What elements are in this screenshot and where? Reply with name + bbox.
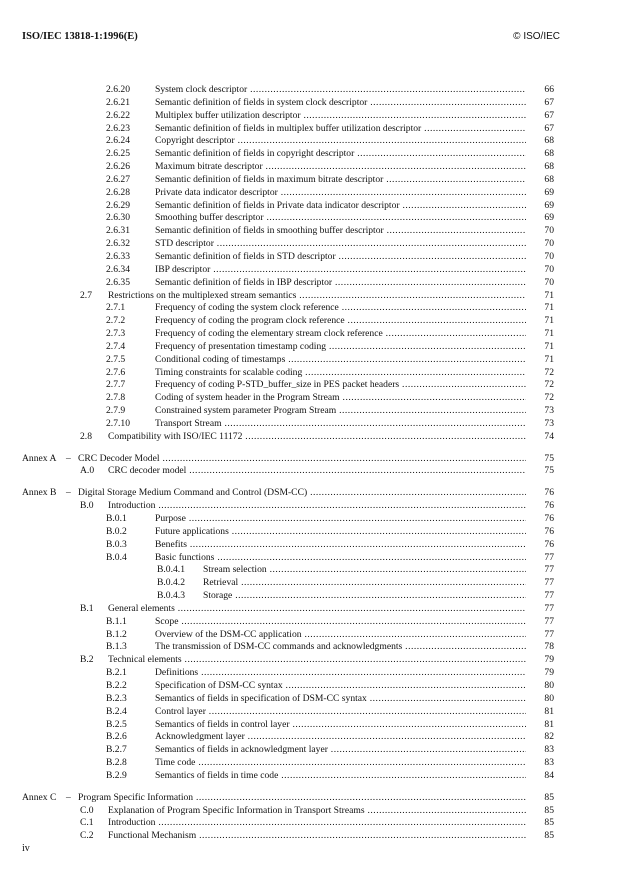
toc-entry-number: 2.6.33	[106, 250, 130, 262]
toc-entry-number: C.2	[80, 830, 94, 842]
toc-entry-page: 76	[544, 513, 554, 524]
toc-entry[interactable]	[0, 616, 622, 629]
toc-entry-page: 72	[544, 379, 554, 391]
toc-entry[interactable]	[0, 174, 622, 187]
toc-entry[interactable]	[0, 123, 622, 136]
toc-entry-page: 80	[544, 692, 554, 704]
toc-entry-title: CRC Decoder Model .....	[78, 453, 526, 466]
toc-entry-page: 70	[544, 225, 554, 237]
toc-entry[interactable]	[0, 251, 622, 264]
toc-entry-number: 2.7.2	[106, 315, 126, 327]
toc-entry-title: Semantic definition of fields in system clock descriptor .....	[155, 97, 526, 110]
toc-entry[interactable]	[0, 367, 622, 380]
toc-entry-page: 82	[544, 731, 554, 743]
toc-entry[interactable]	[0, 277, 622, 290]
toc-entry-title: Retrieval .....	[203, 577, 526, 590]
toc-entry-page: 72	[544, 366, 554, 378]
toc-entry[interactable]	[0, 453, 622, 466]
toc-entry-number: 2.6.21	[106, 96, 130, 108]
toc-entry-title: STD descriptor .....	[155, 238, 526, 251]
toc-entry-page: 84	[544, 769, 554, 781]
toc-entry-number: B.0	[80, 500, 94, 512]
toc-entry-number: 2.6.30	[106, 212, 130, 224]
toc-entry-title: Frequency of coding the system clock reference .....	[155, 302, 526, 315]
toc-entry-number: B.1	[80, 602, 94, 614]
annex-dash: –	[66, 452, 71, 464]
toc-entry[interactable]	[0, 539, 622, 552]
toc-entry[interactable]	[0, 564, 622, 577]
toc-entry-number: 2.6.27	[106, 173, 130, 185]
toc-entry[interactable]	[0, 792, 622, 805]
toc-entry-page: 73	[544, 405, 554, 417]
toc-entry-page: 71	[544, 353, 554, 365]
toc-entry-number: 2.7.6	[106, 366, 126, 378]
toc-entry-number: B.0.4.2	[157, 577, 185, 589]
toc-entry-number: 2.7.7	[106, 379, 126, 391]
toc-entry-page: 77	[544, 551, 554, 563]
toc-entry-title: Frequency of coding the elementary stream clock reference .....	[155, 328, 526, 341]
toc-entry[interactable]	[0, 302, 622, 315]
toc-entry-title: Transport Stream .....	[155, 418, 526, 431]
document-id-header: ISO/IEC 13818-1:1996(E)	[22, 31, 138, 42]
toc-entry-number: 2.7.1	[106, 302, 126, 314]
toc-entry-number: 2.6.25	[106, 148, 130, 160]
toc-entry[interactable]	[0, 392, 622, 405]
toc-entry-page: 70	[544, 250, 554, 262]
toc-entry[interactable]	[0, 805, 622, 818]
toc-entry-title: Semantic definition of fields in maximum bitrate descriptor .....	[155, 174, 526, 187]
toc-entry-page: 77	[544, 628, 554, 640]
toc-entry-title: Semantic definition of fields in smoothing buffer descriptor .....	[155, 225, 526, 238]
toc-entry-title: Purpose .....	[155, 513, 526, 526]
toc-entry[interactable]	[0, 97, 622, 110]
toc-entry[interactable]	[0, 757, 622, 770]
toc-entry[interactable]	[0, 680, 622, 693]
toc-entry-number: B.2.1	[106, 667, 127, 679]
toc-entry-title: Benefits .....	[155, 539, 526, 552]
toc-entry-number: 2.7.4	[106, 340, 126, 352]
toc-entry-title: Semantics of fields in control layer .....	[155, 719, 526, 732]
toc-entry-number: B.1.2	[106, 628, 127, 640]
toc-entry-page: 71	[544, 302, 554, 314]
toc-entry-title: Acknowledgment layer .....	[155, 731, 526, 744]
toc-entry[interactable]	[0, 328, 622, 341]
toc-entry[interactable]	[0, 744, 622, 757]
toc-entry[interactable]	[0, 290, 622, 303]
toc-entry[interactable]	[0, 135, 622, 148]
toc-entry-title: Functional Mechanism .....	[108, 830, 526, 843]
toc-entry-number: 2.6.20	[106, 84, 130, 95]
toc-entry-title: The transmission of DSM-CC commands and acknowledgments .....	[155, 641, 526, 654]
toc-entry-page: 81	[544, 705, 554, 717]
toc-entry-title: Time code .....	[155, 757, 526, 770]
toc-entry-number: B.2.2	[106, 679, 127, 691]
toc-entry[interactable]	[0, 200, 622, 213]
toc-entry-number: C.0	[80, 804, 94, 816]
toc-entry-number: 2.6.26	[106, 161, 130, 173]
toc-entry-number: B.0.4.3	[157, 590, 185, 602]
toc-entry-number: 2.8	[80, 430, 92, 442]
toc-entry-number: Annex C	[22, 791, 57, 803]
toc-entry[interactable]	[0, 500, 622, 513]
toc-entry-title: Frequency of coding the program clock reference .....	[155, 315, 526, 328]
toc-entry-title: System clock descriptor .....	[155, 84, 526, 97]
toc-entry-title: Multiplex buffer utilization descriptor .....	[155, 110, 526, 123]
toc-entry-page: 76	[544, 525, 554, 537]
toc-entry[interactable]	[0, 161, 622, 174]
toc-entry-page: 70	[544, 238, 554, 250]
toc-entry-number: B.0.3	[106, 538, 127, 550]
toc-entry-number: 2.6.29	[106, 199, 130, 211]
toc-entry-number: B.0.4.1	[157, 564, 185, 576]
toc-entry-page: 77	[544, 602, 554, 614]
toc-entry-page: 77	[544, 577, 554, 589]
toc-entry-number: B.2.3	[106, 692, 127, 704]
toc-entry[interactable]	[0, 487, 622, 500]
toc-entry-title: Timing constraints for scalable coding .....	[155, 367, 526, 380]
toc-entry-title: CRC decoder model .....	[108, 465, 526, 478]
toc-entry-title: Basic functions .....	[155, 552, 526, 565]
toc-entry-title: Constrained system parameter Program Stream .....	[155, 405, 526, 418]
toc-entry-number: B.2	[80, 654, 94, 666]
toc-entry[interactable]	[0, 654, 622, 667]
toc-entry-number: 2.6.32	[106, 238, 130, 250]
toc-entry-title: Compatibility with ISO/IEC 11172 .....	[108, 431, 526, 444]
toc-entry-number: Annex B	[22, 487, 57, 499]
toc-entry[interactable]	[0, 770, 622, 783]
toc-entry-title: Scope .....	[155, 616, 526, 629]
toc-entry-title: Private data indicator descriptor .....	[155, 187, 526, 200]
toc-entry[interactable]	[0, 84, 622, 97]
copyright-header: © ISO/IEC	[513, 31, 560, 42]
toc-entry[interactable]	[0, 465, 622, 478]
toc-entry-page: 71	[544, 315, 554, 327]
toc-entry[interactable]	[0, 212, 622, 225]
toc-entry[interactable]	[0, 577, 622, 590]
toc-entry-title: Frequency of presentation timestamp coding .....	[155, 341, 526, 354]
toc-entry-number: B.1.3	[106, 641, 127, 653]
toc-entry[interactable]	[0, 526, 622, 539]
toc-entry-number: 2.7.8	[106, 392, 126, 404]
toc-entry-number: C.1	[80, 817, 94, 829]
toc-entry-number: 2.6.22	[106, 109, 130, 121]
toc-entry-page: 71	[544, 340, 554, 352]
toc-entry-title: IBP descriptor .....	[155, 264, 526, 277]
toc-entry[interactable]	[0, 590, 622, 603]
toc-entry-page: 69	[544, 186, 554, 198]
toc-entry-page: 83	[544, 757, 554, 769]
toc-entry-page: 67	[544, 96, 554, 108]
toc-entry-number: B.0.4	[106, 551, 127, 563]
toc-entry-title: Program Specific Information .....	[78, 792, 526, 805]
toc-entry-number: B.2.4	[106, 705, 127, 717]
toc-entry[interactable]	[0, 830, 622, 843]
toc-entry[interactable]	[0, 719, 622, 732]
toc-entry-page: 78	[544, 641, 554, 653]
toc-entry-page: 67	[544, 109, 554, 121]
toc-entry[interactable]	[0, 187, 622, 200]
toc-entry[interactable]	[0, 513, 622, 526]
toc-entry-number: A.0	[80, 465, 95, 477]
toc-entry[interactable]	[0, 238, 622, 251]
toc-entry[interactable]	[0, 641, 622, 654]
toc-entry-number: 2.6.24	[106, 135, 130, 147]
toc-entry-page: 83	[544, 744, 554, 756]
toc-entry-page: 77	[544, 564, 554, 576]
toc-entry-page: 68	[544, 148, 554, 160]
toc-entry-number: 2.7.9	[106, 405, 126, 417]
toc-entry[interactable]	[0, 629, 622, 642]
toc-entry-page: 76	[544, 487, 554, 499]
toc-entry-page: 75	[544, 452, 554, 464]
toc-entry-title: Introduction .....	[108, 500, 526, 513]
toc-entry-page: 77	[544, 590, 554, 602]
toc-entry-title: Semantics of fields in specification of DSM-CC syntax .....	[155, 693, 526, 706]
toc-entry-title: Restrictions on the multiplexed stream semantics .....	[108, 290, 526, 303]
toc-entry-title: Semantic definition of fields in Private data indicator descriptor .....	[155, 200, 526, 213]
toc-entry-title: Introduction .....	[108, 817, 526, 830]
toc-entry-title: Technical elements .....	[108, 654, 526, 667]
toc-entry-title: Control layer .....	[155, 706, 526, 719]
toc-entry-title: Specification of DSM-CC syntax .....	[155, 680, 526, 693]
toc-entry-page: 79	[544, 667, 554, 679]
toc-entry-title: Definitions .....	[155, 667, 526, 680]
toc-entry[interactable]	[0, 603, 622, 616]
page-number-footer: iv	[22, 843, 30, 854]
toc-entry-number: B.1.1	[106, 615, 127, 627]
toc-entry[interactable]	[0, 817, 622, 830]
toc-entry-number: B.2.5	[106, 718, 127, 730]
toc-entry-number: B.0.2	[106, 525, 127, 537]
toc-entry[interactable]	[0, 552, 622, 565]
toc-entry-page: 73	[544, 417, 554, 429]
toc-entry-title: Smoothing buffer descriptor .....	[155, 212, 526, 225]
toc-entry-number: B.0.1	[106, 513, 127, 524]
toc-entry-number: Annex A	[22, 452, 57, 464]
annex-dash: –	[66, 487, 71, 499]
toc-entry-number: 2.6.31	[106, 225, 130, 237]
toc-entry-title: Frequency of coding P-STD_buffer_size in PES packet headers .....	[155, 379, 526, 392]
toc-entry-page: 79	[544, 654, 554, 666]
toc-entry[interactable]	[0, 667, 622, 680]
toc-entry-title: Semantics of fields in time code .....	[155, 770, 526, 783]
toc-entry[interactable]	[0, 264, 622, 277]
toc-entry[interactable]	[0, 693, 622, 706]
toc-entry-page: 69	[544, 199, 554, 211]
toc-entry-title: Semantics of fields in acknowledgment layer .....	[155, 744, 526, 757]
toc-entry-page: 67	[544, 122, 554, 134]
toc-entry-page: 70	[544, 263, 554, 275]
toc-entry-page: 80	[544, 679, 554, 691]
toc-entry-title: General elements .....	[108, 603, 526, 616]
toc-entry[interactable]	[0, 315, 622, 328]
toc-entry-page: 68	[544, 173, 554, 185]
toc-entry-page: 85	[544, 830, 554, 842]
toc-entry-page: 66	[544, 84, 554, 95]
toc-entry-title: Overview of the DSM-CC application .....	[155, 629, 526, 642]
toc-entry[interactable]	[0, 405, 622, 418]
toc-entry[interactable]	[0, 706, 622, 719]
toc-entry-title: Semantic definition of fields in STD descriptor .....	[155, 251, 526, 264]
toc-entry-title: Semantic definition of fields in copyright descriptor .....	[155, 148, 526, 161]
toc-entry-page: 85	[544, 817, 554, 829]
toc-entry[interactable]	[0, 379, 622, 392]
toc-entry-title: Stream selection .....	[203, 564, 526, 577]
toc-entry-number: 2.7.3	[106, 328, 126, 340]
toc-entry-page: 75	[544, 465, 554, 477]
toc-entry-title: Explanation of Program Specific Information in Transport Streams .....	[108, 805, 526, 818]
annex-dash: –	[66, 791, 71, 803]
toc-entry-number: 2.6.34	[106, 263, 130, 275]
toc-entry-number: B.2.8	[106, 757, 127, 769]
toc-entry-title: Conditional coding of timestamps .....	[155, 354, 526, 367]
toc-entry-number: 2.6.35	[106, 276, 130, 288]
toc-entry-number: 2.6.28	[106, 186, 130, 198]
toc-entry-number: B.2.6	[106, 731, 127, 743]
toc-entry[interactable]	[0, 225, 622, 238]
toc-entry-title: Digital Storage Medium Command and Control (DSM-CC) .....	[78, 487, 526, 500]
toc-entry-number: 2.6.23	[106, 122, 130, 134]
toc-entry[interactable]	[0, 731, 622, 744]
toc-entry-title: Semantic definition of fields in multiplex buffer utilization descriptor .....	[155, 123, 526, 136]
toc-entry-page: 71	[544, 289, 554, 301]
toc-entry[interactable]	[0, 418, 622, 431]
toc-entry[interactable]	[0, 110, 622, 123]
toc-entry-page: 76	[544, 538, 554, 550]
toc-entry[interactable]	[0, 148, 622, 161]
toc-entry-page: 68	[544, 135, 554, 147]
toc-entry-page: 70	[544, 276, 554, 288]
toc-entry-title: Storage .....	[203, 590, 526, 603]
toc-entry-page: 77	[544, 615, 554, 627]
toc-entry-page: 72	[544, 392, 554, 404]
toc-entry-title: Copyright descriptor .....	[155, 135, 526, 148]
toc-entry-title: Semantic definition of fields in IBP descriptor .....	[155, 277, 526, 290]
toc-entry-page: 85	[544, 804, 554, 816]
toc-entry-title: Coding of system header in the Program Stream .....	[155, 392, 526, 405]
toc-entry-number: 2.7.5	[106, 353, 126, 365]
toc-entry-page: 81	[544, 718, 554, 730]
toc-entry-page: 69	[544, 212, 554, 224]
toc-entry-number: B.2.7	[106, 744, 127, 756]
table-of-contents	[0, 84, 622, 843]
toc-entry[interactable]	[0, 431, 622, 444]
toc-entry-page: 76	[544, 500, 554, 512]
toc-entry-title: Future applications .....	[155, 526, 526, 539]
toc-entry[interactable]	[0, 341, 622, 354]
toc-entry-number: B.2.9	[106, 769, 127, 781]
toc-entry-page: 71	[544, 328, 554, 340]
toc-entry-page: 68	[544, 161, 554, 173]
toc-entry-page: 85	[544, 791, 554, 803]
toc-entry-number: 2.7.10	[106, 417, 130, 429]
toc-entry[interactable]	[0, 354, 622, 367]
toc-entry-page: 74	[544, 430, 554, 442]
toc-entry-number: 2.7	[80, 289, 92, 301]
toc-entry-title: Maximum bitrate descriptor .....	[155, 161, 526, 174]
